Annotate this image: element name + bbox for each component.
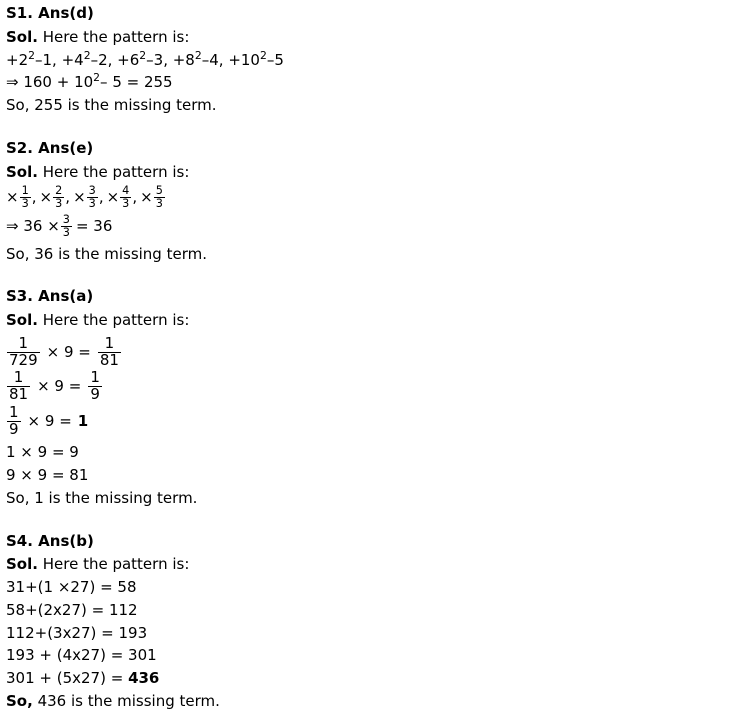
fraction-1: [20, 185, 31, 210]
calc-tail-s1: – 5 = 255: [100, 73, 173, 92]
equation-operator-3: × 9 =: [27, 411, 72, 430]
fraction-pattern-item-4: [107, 185, 138, 210]
fraction-denominator-1: 3: [21, 197, 29, 211]
equation-left-denominator-1: 729: [9, 350, 38, 369]
pattern-exp-4: 2: [194, 48, 202, 62]
fraction-numerator-2: 2: [55, 184, 63, 198]
closing-line-s4: [6, 692, 745, 711]
equation-left-numerator-2: 1: [7, 370, 30, 387]
fraction-4: [120, 185, 131, 210]
equation-right-denominator-1: 81: [99, 350, 119, 369]
equation-right-fraction-2: [88, 370, 102, 403]
step-line-3: 112+(3x27) = 193: [6, 623, 148, 642]
pattern-line-s1: [6, 48, 745, 70]
fraction-numerator-3: 3: [88, 184, 96, 198]
pattern-term-2: –1, +4: [35, 50, 84, 69]
calc-line-s1: [6, 73, 745, 92]
solution-intro-s2: [6, 163, 745, 182]
step-line-5-prefix: 301 + (5x27) =: [6, 669, 129, 687]
solution-intro-s4: [6, 555, 745, 574]
closing-label-s4: So,: [6, 691, 33, 710]
pattern-exp-1: 2: [28, 48, 35, 62]
fraction-sep-4: ,: [132, 188, 138, 207]
solution-block-s2: [6, 139, 745, 264]
pattern-exp-5: 2: [259, 48, 267, 62]
sol-intro-text-s1: Here the pattern is:: [42, 27, 190, 46]
step-line-5-result: 436: [128, 669, 160, 687]
equation-row-4: 1 × 9 = 9: [6, 443, 79, 462]
fraction-denominator-2: 3: [55, 197, 63, 211]
equation-left-denominator-3: 9: [9, 419, 19, 438]
solution-heading-s3: S3. Ans(a): [6, 287, 94, 306]
fraction-numerator-5: 5: [155, 184, 163, 198]
calc-exp-s1: 2: [93, 71, 101, 85]
fraction-op-2: ×: [39, 188, 53, 207]
result-line-s2: [6, 214, 745, 239]
equation-left-fraction-2: [7, 370, 30, 403]
pattern-exp-2: 2: [83, 48, 91, 62]
fraction-op-4: ×: [106, 188, 120, 207]
equation-right-fraction-1: [98, 333, 121, 369]
step-line-5: [6, 669, 745, 688]
equation-left-fraction-1: [7, 333, 40, 369]
equation-left-numerator-3: 1: [9, 402, 19, 421]
solution-intro-s3: [6, 311, 745, 330]
result-prefix-s2: ⇒ 36 ×: [6, 216, 60, 235]
result-fraction-s2: [61, 214, 72, 239]
equation-result-3: 1: [77, 411, 89, 430]
fraction-3: [87, 185, 98, 210]
sol-label-s1: Sol.: [6, 27, 38, 46]
equation-operator-2: × 9 =: [37, 377, 82, 396]
solution-intro-s1: [6, 28, 745, 47]
equation-row-3: [6, 402, 745, 438]
sol-intro-text-s2: Here the pattern is:: [42, 162, 190, 181]
solution-heading-s1: S1. Ans(d): [6, 4, 94, 22]
sol-intro-text-s4: Here the pattern is:: [42, 555, 190, 574]
fraction-sep-1: ,: [31, 188, 37, 207]
closing-text-s4: 436 is the missing term.: [32, 691, 220, 710]
equation-left-fraction-3: [7, 402, 21, 438]
calc-prefix-s1: ⇒ 160 + 10: [6, 73, 94, 92]
equation-row-1: [6, 333, 745, 369]
step-line-4: 193 + (4x27) = 301: [6, 646, 157, 665]
closing-line-s1: So, 255 is the missing term.: [6, 96, 217, 114]
fraction-pattern-item-1: [6, 185, 37, 210]
equation-row-5: 9 × 9 = 81: [6, 466, 89, 484]
fraction-5: [154, 185, 165, 210]
fraction-sep-2: ,: [65, 188, 71, 207]
fraction-2: [53, 185, 64, 210]
fraction-pattern-item-3: [73, 185, 104, 210]
closing-line-s3: So, 1 is the missing term.: [6, 488, 198, 507]
fraction-denominator-5: 3: [155, 197, 163, 211]
equation-right-denominator-2: 9: [90, 385, 100, 403]
pattern-term-5: –4, +10: [201, 50, 260, 69]
sol-label-s3: Sol.: [6, 311, 38, 329]
sol-label-s4: Sol.: [6, 555, 38, 574]
pattern-term-1: +2: [6, 50, 29, 69]
fraction-op-3: ×: [73, 188, 86, 207]
equation-left-numerator-1: 1: [7, 336, 40, 353]
step-line-1: 31+(1 ×27) = 58: [6, 578, 137, 596]
fraction-op-5: ×: [140, 188, 153, 207]
equation-right-numerator-2: 1: [90, 368, 100, 387]
fraction-pattern-item-5: [140, 185, 166, 210]
solution-block-s1: [6, 4, 745, 115]
solution-block-s4: [6, 532, 745, 711]
result-numerator-s2: 3: [62, 212, 70, 226]
step-line-2: 58+(2x27) = 112: [6, 600, 138, 619]
solution-block-s3: [6, 287, 745, 507]
pattern-term-3: –2, +6: [90, 50, 140, 69]
pattern-exp-3: 2: [139, 48, 147, 62]
pattern-term-6: –5: [266, 50, 284, 69]
fraction-denominator-4: 3: [122, 197, 130, 211]
result-suffix-s2: = 36: [75, 216, 113, 235]
equation-row-2: [6, 370, 745, 403]
equation-left-denominator-2: 81: [9, 385, 29, 403]
solution-heading-s4: S4. Ans(b): [6, 531, 94, 550]
equation-operator-1: × 9 =: [46, 342, 91, 361]
sol-label-s2: Sol.: [6, 162, 38, 181]
sol-intro-text-s3: Here the pattern is:: [42, 311, 190, 329]
solution-heading-s2: S2. Ans(e): [6, 138, 94, 157]
closing-line-s2: So, 36 is the missing term.: [6, 244, 207, 263]
fraction-sep-3: ,: [98, 188, 104, 207]
fraction-pattern-row-s2: [6, 185, 745, 210]
fraction-pattern-item-2: [40, 185, 71, 210]
fraction-numerator-4: 4: [122, 184, 130, 198]
fraction-numerator-1: 1: [21, 184, 29, 198]
fraction-op-1: ×: [6, 188, 19, 207]
result-denominator-s2: 3: [62, 225, 70, 239]
fraction-denominator-3: 3: [88, 197, 96, 211]
pattern-term-4: –3, +8: [146, 50, 195, 69]
equation-right-numerator-1: 1: [98, 336, 121, 353]
